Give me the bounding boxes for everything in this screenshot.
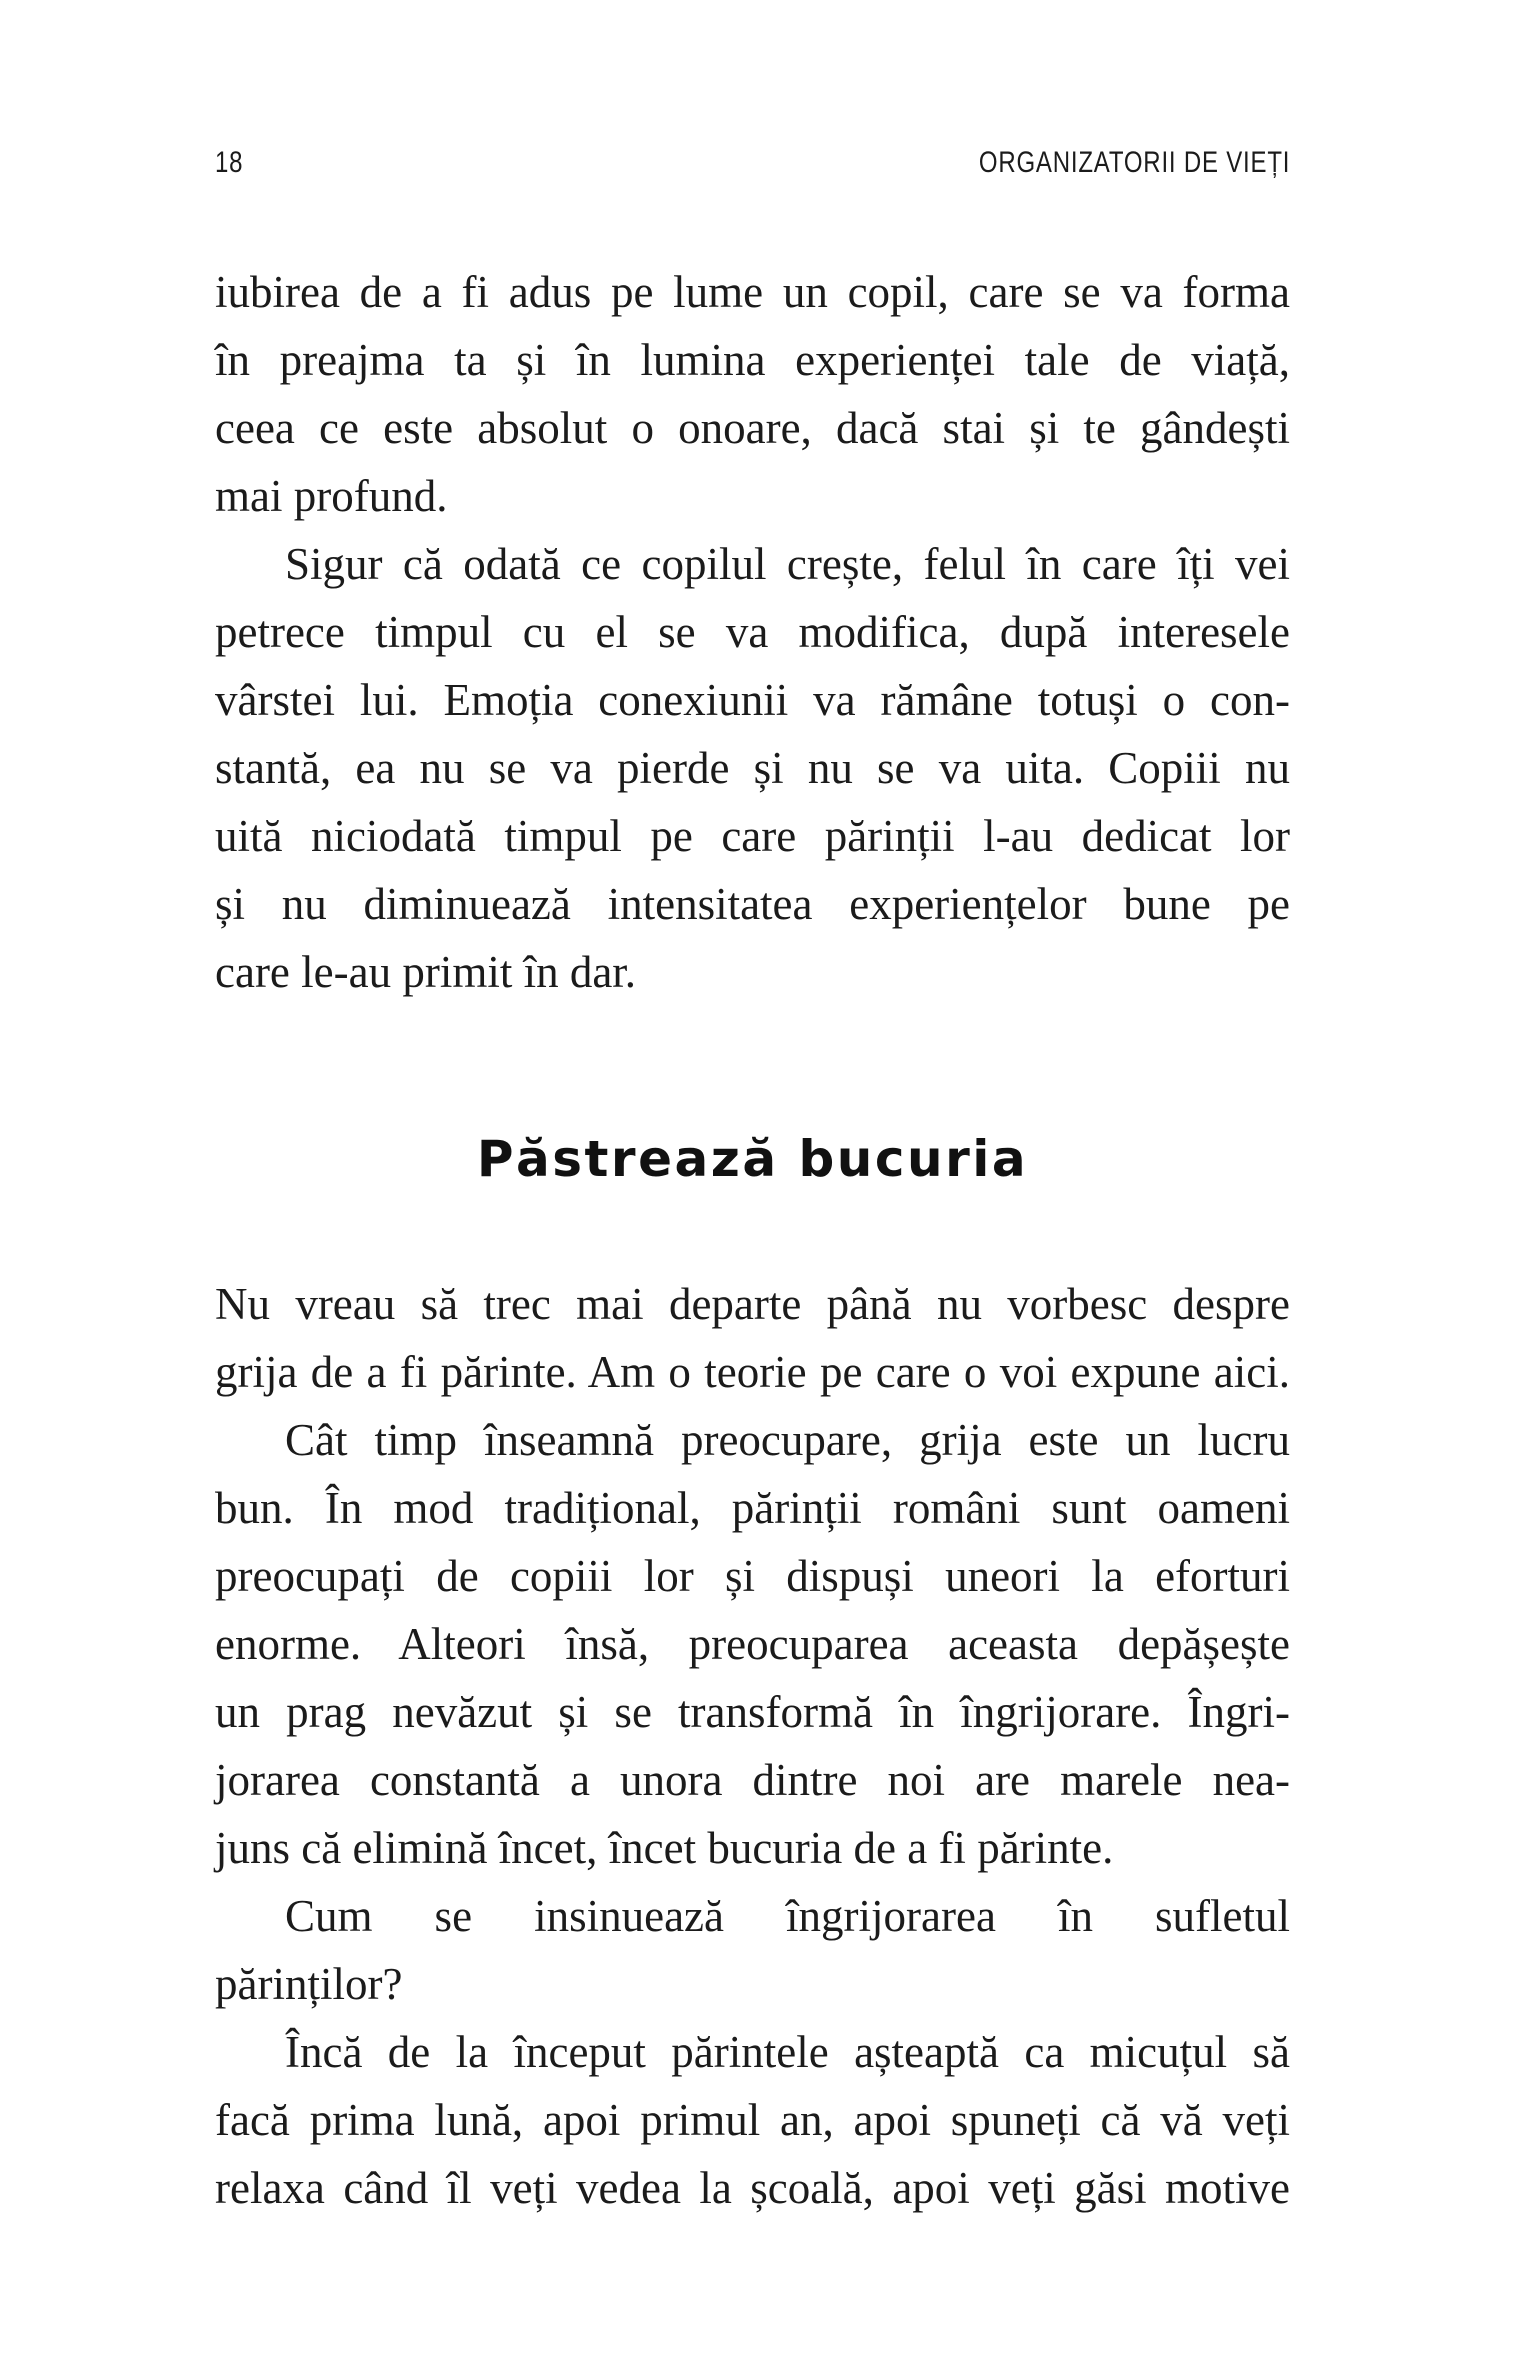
page-number: 18 [215,146,244,179]
text-line: juns că elimină încet, încet bucuria de a fi părinte. [215,1823,1114,1873]
running-title: ORGANIZATORII DE VIEȚI [978,146,1290,179]
text-body [215,258,1290,2222]
text-line: vârstei lui. Emoția conexiunii va rămâne totuși o con- [215,675,1290,725]
paragraph [215,258,1290,530]
text-line: mai profund. [215,471,448,521]
paragraph [215,530,1290,1006]
text-line: Cât timp înseamnă preocupare, grija este un lucru [285,1415,1290,1465]
text-line: părinților? [215,1959,403,2009]
text-line: enorme. Alteori însă, preocuparea aceasta depășește [215,1619,1290,1669]
text-line: care le-au primit în dar. [215,947,637,997]
text-line: relaxa când îl veți vedea la școală, apoi veți găsi motive [215,2163,1290,2213]
text-line: Încă de la început părintele așteaptă ca micuțul să [285,2027,1290,2077]
text-line: jorarea constantă a unora dintre noi are marele nea- [215,1755,1290,1805]
text-line: Nu vreau să trec mai departe până nu vorbesc despre [215,1279,1290,1329]
paragraph [215,1406,1290,1882]
text-line: bun. În mod tradițional, părinții români sunt oameni [215,1483,1290,1533]
text-line: uită niciodată timpul pe care părinții l-au dedicat lor [215,811,1290,861]
text-line: Sigur că odată ce copilul crește, felul în care îți vei [285,539,1290,589]
text-line: și nu diminuează intensitatea experiențelor bune pe [215,879,1290,929]
text-line: stantă, ea nu se va pierde și nu se va uita. Copiii nu [215,743,1290,793]
paragraph [215,2018,1290,2222]
paragraph [215,1270,1290,1406]
text-line: petrece timpul cu el se va modifica, după interesele [215,607,1290,657]
section-heading: Păstrează bucuria [476,1130,1029,1188]
paragraph [215,1882,1290,2018]
page-header [215,147,1290,179]
text-line: un prag nevăzut și se transformă în îngrijorare. Îngri- [215,1687,1290,1737]
text-line: ceea ce este absolut o onoare, dacă stai și te gândești [215,403,1290,453]
text-line: facă prima lună, apoi primul an, apoi spuneți că vă veți [215,2095,1290,2145]
text-line: grija de a fi părinte. Am o teorie pe care o voi expune aici. [215,1347,1290,1397]
text-line: în preajma ta și în lumina experienței tale de viață, [215,335,1290,385]
text-line: Cum se insinuează îngrijorarea în sufletul [285,1891,1290,1941]
text-line: iubirea de a fi adus pe lume un copil, care se va forma [215,267,1290,317]
text-line: preocupați de copiii lor și dispuși uneori la eforturi [215,1551,1290,1601]
